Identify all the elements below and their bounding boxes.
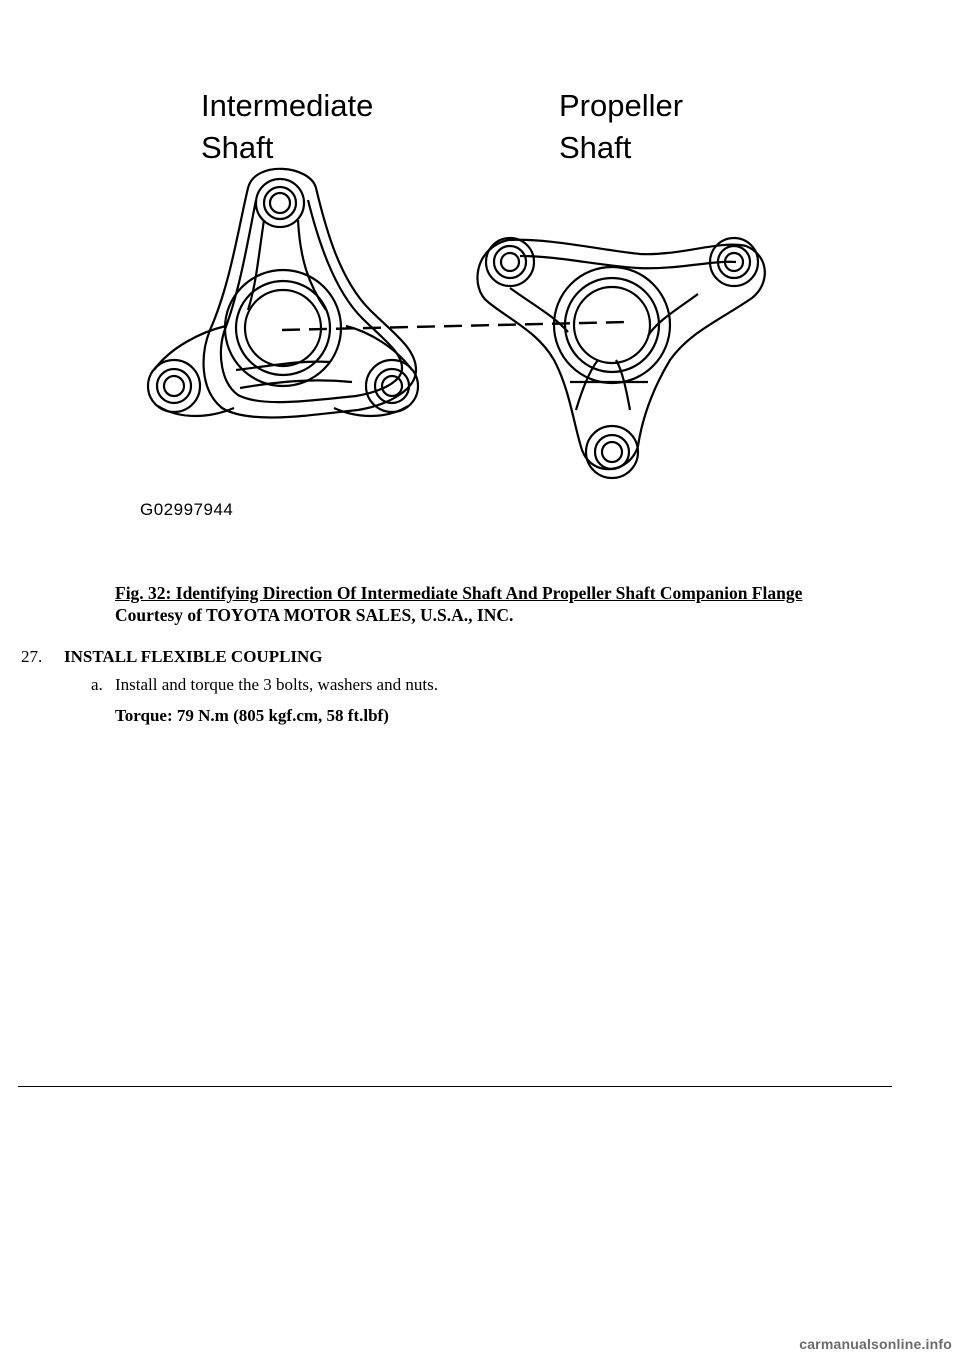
figure-courtesy: Courtesy of TOYOTA MOTOR SALES, U.S.A., INC.: [115, 605, 514, 625]
substep-text: Install and torque the 3 bolts, washers and nuts.: [115, 675, 438, 694]
substep-letter: a.: [91, 675, 103, 694]
alignment-dashed-line: [282, 322, 628, 330]
label-intermediate-shaft: Shaft: [201, 130, 274, 165]
propeller-flange-icon: [477, 238, 764, 478]
intermediate-flange-icon: [148, 169, 418, 418]
figure-caption-title: Fig. 32: Identifying Direction Of Intermediate Shaft And Propeller Shaft Companion Flange: [115, 583, 803, 603]
step-title: INSTALL FLEXIBLE COUPLING: [64, 647, 323, 666]
figure-caption: [115, 583, 802, 604]
torque-spec: Torque: 79 N.m (805 kgf.cm, 58 ft.lbf): [115, 706, 389, 725]
label-intermediate: Intermediate: [201, 88, 374, 123]
label-propeller: Propeller: [559, 88, 684, 123]
watermark: carmanualsonline.info: [799, 1336, 952, 1352]
label-propeller-shaft: Shaft: [559, 130, 632, 165]
figure-code: G02997944: [140, 500, 234, 519]
step-number: 27.: [21, 647, 43, 666]
companion-flange-diagram: [130, 70, 790, 490]
footer-divider: [18, 1086, 892, 1087]
